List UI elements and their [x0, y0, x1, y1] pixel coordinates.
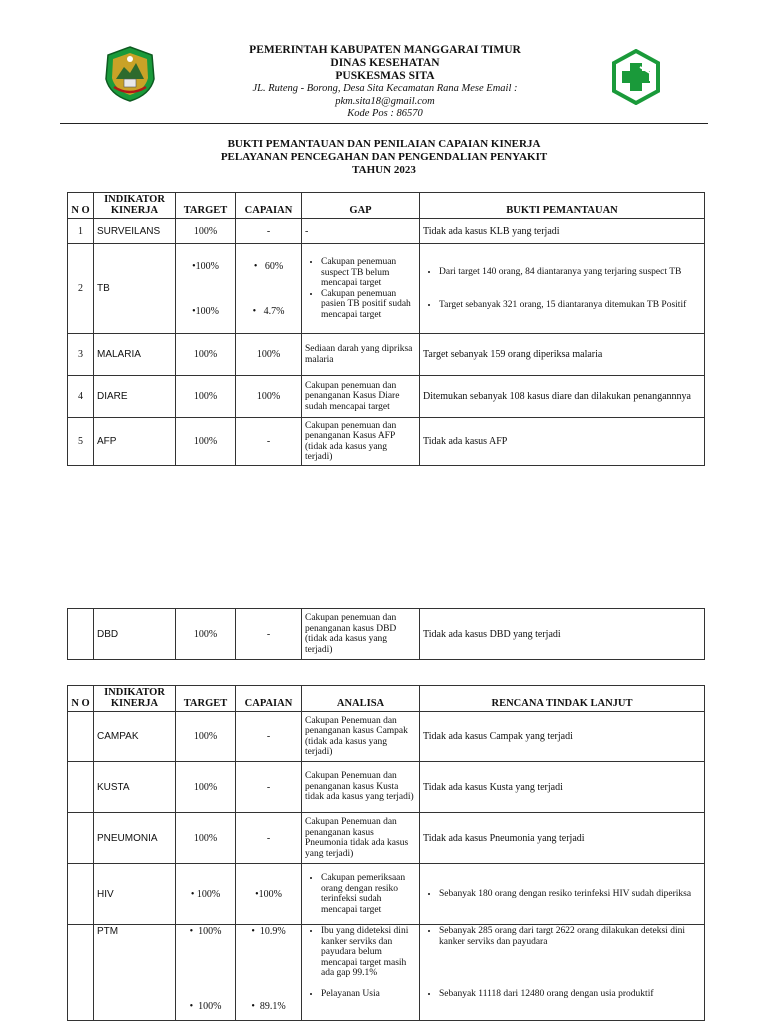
cell-rtl: Tidak ada kasus Pneumonia yang terjadi [420, 813, 705, 864]
cell-target: 100% [176, 418, 236, 466]
col-header-gap: GAP [302, 193, 420, 219]
table-row [68, 925, 705, 1021]
col-header-no: N O [68, 686, 94, 712]
capaian-value: 89.1% [259, 1001, 286, 1012]
cell-indikator: PTM [94, 925, 176, 1021]
cell-target: •100% •100% [176, 244, 236, 334]
target-value: 100% [195, 305, 219, 317]
cell-no [68, 609, 94, 660]
cell-bukti: Ditemukan sebanyak 108 kasus diare dan dilakukan penangannnya [420, 376, 705, 418]
cell-capaian: • 60% • 4.7% [236, 244, 302, 334]
cell-bukti [420, 244, 705, 334]
analisa-item: • Pelayanan Usia [321, 989, 416, 1000]
cell-indikator: KUSTA [94, 762, 176, 813]
letterhead-postcode: Kode Pos : 86570 [347, 108, 423, 119]
col-header-rtl: RENCANA TINDAK LANJUT [420, 686, 705, 712]
cell-no [68, 813, 94, 864]
cell-indikator: MALARIA [94, 334, 176, 376]
col-header-analisa: ANALISA [302, 686, 420, 712]
rtl-item: • Sebanyak 285 orang dari targt 2622 orang dilakukan deteksi dini kanker serviks dan payudara [439, 926, 701, 947]
letterhead-divider [60, 123, 708, 124]
cell-capaian: • 10.9% • 89.1% [236, 925, 302, 1021]
cell-target: 100% [176, 762, 236, 813]
cell-bukti: Tidak ada kasus KLB yang terjadi [420, 219, 705, 244]
capaian-value: 10.9% [259, 926, 286, 937]
cell-gap: Cakupan penemuan dan penanganan kasus DBD (tidak ada kasus yang terjadi) [302, 609, 420, 660]
col-header-target: TARGET [176, 193, 236, 219]
gap-item: • Cakupan penemuan suspect TB belum mencapai target [321, 257, 416, 289]
cell-analisa: Cakupan Penemuan dan penanganan kasus Campak (tidak ada kasus yang terjadi) [302, 712, 420, 762]
col-header-capaian: CAPAIAN [236, 193, 302, 219]
cell-capaian: - [236, 813, 302, 864]
cell-target: 100% [176, 334, 236, 376]
monitoring-table [67, 192, 705, 466]
table-header-row [68, 686, 705, 712]
title-line-1: BUKTI PEMANTAUAN DAN PENILAIAN CAPAIAN KINERJA [227, 138, 541, 150]
cell-analisa: Cakupan Penemuan dan penanganan kasus Kusta tidak ada kasus yang terjadi) [302, 762, 420, 813]
col-header-indikator: INDIKATOR KINERJA [94, 193, 176, 219]
cell-bukti: Tidak ada kasus DBD yang terjadi [420, 609, 705, 660]
analysis-table [67, 685, 705, 1021]
cell-bukti: Target sebanyak 159 orang diperiksa malaria [420, 334, 705, 376]
cell-target: 100% [176, 219, 236, 244]
cell-bukti: Tidak ada kasus AFP [420, 418, 705, 466]
table-row [68, 334, 705, 376]
analisa-item: • Ibu yang dideteksi dini kanker serviks dan payudara belum mencapai target masih ada gap 99.1% [321, 926, 416, 979]
cell-capaian: - [236, 712, 302, 762]
table-row [68, 376, 705, 418]
cell-rtl: Tidak ada kasus Kusta yang terjadi [420, 762, 705, 813]
title-line-2: PELAYANAN PENCEGAHAN DAN PENGENDALIAN PENYAKIT [220, 151, 548, 163]
cell-no [68, 762, 94, 813]
table-header-row [68, 193, 705, 219]
cell-capaian: •100% [236, 864, 302, 925]
table-row [68, 813, 705, 864]
bukti-item: • Dari target 140 orang, 84 diantaranya yang terjaring suspect TB [439, 267, 701, 278]
cell-rtl [420, 925, 705, 1021]
capaian-value: 60% [264, 260, 284, 272]
cell-capaian: - [236, 418, 302, 466]
cell-no: 2 [68, 244, 94, 334]
gap-item: • Cakupan penemuan pasien TB positif sudah mencapai target [321, 289, 416, 321]
cell-capaian: - [236, 609, 302, 660]
cell-analisa [302, 925, 420, 1021]
target-value: 100% [198, 1001, 222, 1012]
title-line-3: TAHUN 2023 [352, 164, 416, 176]
cell-indikator: TB [94, 244, 176, 334]
cell-target: 100% [176, 609, 236, 660]
table-row [68, 712, 705, 762]
cell-indikator: HIV [94, 864, 176, 925]
table-row [68, 418, 705, 466]
cell-indikator: PNEUMONIA [94, 813, 176, 864]
cell-target: • 100% [176, 864, 236, 925]
table-row [68, 244, 705, 334]
cell-indikator: CAMPAK [94, 712, 176, 762]
letterhead-email: pkm.sita18@gmail.com [335, 95, 435, 107]
analisa-item: • Cakupan pemeriksaan orang dengan resiko terinfeksi sudah mencapai target [321, 873, 416, 915]
monitoring-table-continued [67, 608, 705, 660]
cell-target: 100% [176, 712, 236, 762]
cell-indikator: DIARE [94, 376, 176, 418]
cell-no: 1 [68, 219, 94, 244]
document-title [60, 138, 708, 177]
cell-rtl: Tidak ada kasus Campak yang terjadi [420, 712, 705, 762]
cell-capaian: - [236, 762, 302, 813]
col-header-bukti: BUKTI PEMANTAUAN [420, 193, 705, 219]
letterhead-puskesmas: PUSKESMAS SITA [335, 70, 435, 82]
cell-no: 3 [68, 334, 94, 376]
table-row [68, 219, 705, 244]
col-header-indikator: INDIKATOR KINERJA [94, 686, 176, 712]
cell-gap: Cakupan penemuan dan penanganan Kasus AFP (tidak ada kasus yang terjadi) [302, 418, 420, 466]
puskesmas-logo [610, 49, 662, 105]
bukti-item: • Target sebanyak 321 orang, 15 diantaranya ditemukan TB Positif [439, 300, 701, 311]
cell-target: 100% [176, 813, 236, 864]
cell-analisa [302, 864, 420, 925]
letterhead-department: DINAS KESEHATAN [330, 57, 440, 69]
regency-emblem-logo [102, 45, 158, 103]
cell-gap: Sediaan darah yang dipriksa malaria [302, 334, 420, 376]
cell-gap: Cakupan penemuan dan penanganan Kasus Diare sudah mencapai target [302, 376, 420, 418]
target-value: 100% [196, 888, 221, 900]
col-header-no: N O [68, 193, 94, 219]
col-header-target: TARGET [176, 686, 236, 712]
table-row [68, 609, 705, 660]
cell-gap [302, 244, 420, 334]
cell-indikator: AFP [94, 418, 176, 466]
cell-analisa: Cakupan Penemuan dan penanganan kasus Pneumonia tidak ada kasus yang terjadi) [302, 813, 420, 864]
cell-capaian: 100% [236, 376, 302, 418]
letterhead-address: JL. Ruteng - Borong, Desa Sita Kecamatan Rana Mese Email : [252, 83, 518, 94]
cell-no [68, 712, 94, 762]
target-value: 100% [198, 926, 222, 937]
col-header-capaian: CAPAIAN [236, 686, 302, 712]
cell-no: 4 [68, 376, 94, 418]
capaian-value: 4.7% [263, 305, 285, 317]
cell-gap: - [302, 219, 420, 244]
cell-no: 5 [68, 418, 94, 466]
cell-indikator: SURVEILANS [94, 219, 176, 244]
target-value: 100% [195, 260, 219, 272]
cell-target: 100% [176, 376, 236, 418]
rtl-item: • Sebanyak 180 orang dengan resiko terinfeksi HIV sudah diperiksa [439, 889, 701, 900]
cell-capaian: 100% [236, 334, 302, 376]
cell-no [68, 864, 94, 925]
cell-target: • 100% • 100% [176, 925, 236, 1021]
cell-no [68, 925, 94, 1021]
letterhead [160, 44, 610, 121]
table-row [68, 864, 705, 925]
table-row [68, 762, 705, 813]
rtl-item: • Sebanyak 11118 dari 12480 orang dengan usia produktif [439, 989, 701, 1000]
cell-indikator: DBD [94, 609, 176, 660]
cell-rtl [420, 864, 705, 925]
cell-capaian: - [236, 219, 302, 244]
capaian-value: 100% [258, 888, 282, 900]
letterhead-government: PEMERINTAH KABUPATEN MANGGARAI TIMUR [249, 44, 521, 56]
